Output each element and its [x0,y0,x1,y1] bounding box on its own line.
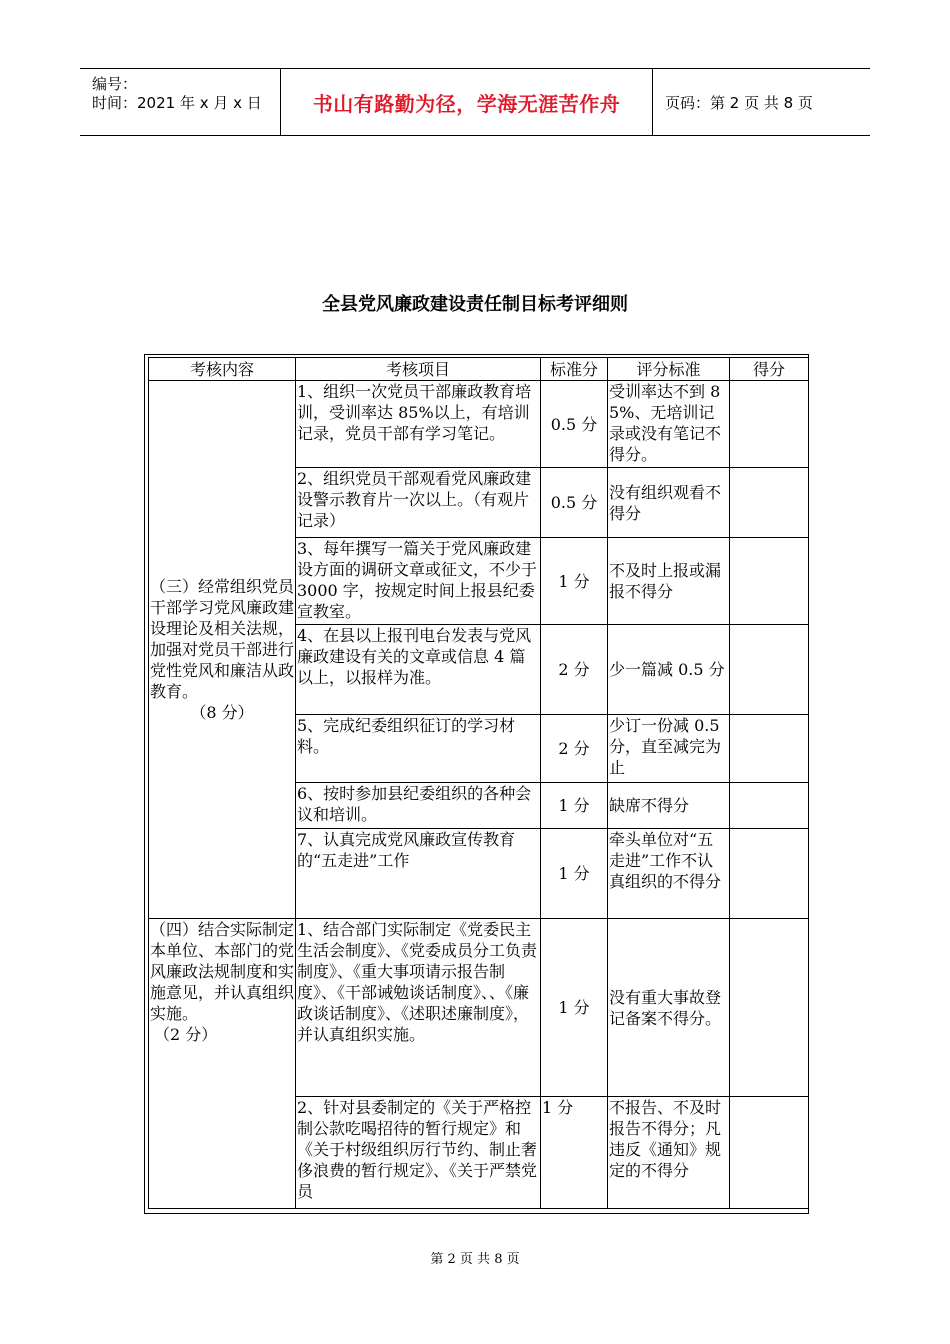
serial-number-label: 编号： [92,75,138,93]
criteria-cell: 没有组织观看不得分 [608,468,730,538]
score-cell: 2 分 [541,715,608,783]
earned-score-cell [730,468,809,538]
page-header [80,68,870,136]
column-header: 考核内容 [149,358,296,381]
column-header: 标准分 [541,358,608,381]
table-header-row [149,358,809,381]
criteria-cell: 少订一份减 0.5 分，直至减完为止 [608,715,730,783]
criteria-cell: 缺席不得分 [608,783,730,829]
item-cell: 2、针对县委制定的《关于严格控制公款吃喝招待的暂行规定》和《关于村级组织厉行节约、制止奢侈浪费的暂行规定》、《关于严禁党员 [296,1097,541,1209]
table-row [149,381,809,468]
score-cell: 1 分 [541,1097,608,1209]
item-cell: 1、组织一次党员干部廉政教育培训，受训率达 85%以上，有培训记录，党员干部有学习笔记。 [296,381,541,468]
criteria-cell: 没有重大事故登记备案不得分。 [608,919,730,1097]
score-cell: 1 分 [541,538,608,625]
earned-score-cell [730,1097,809,1209]
column-header: 得分 [730,358,809,381]
category-cell-section4 [149,919,296,1209]
evaluation-table-frame [144,354,809,1214]
column-header: 考核项目 [296,358,541,381]
category-points: （8 分） [190,703,254,722]
earned-score-cell [730,783,809,829]
evaluation-table [148,357,809,1209]
item-cell: 2、组织党员干部观看党风廉政建设警示教育片一次以上。（有观片记录） [296,468,541,538]
score-cell: 1 分 [541,919,608,1097]
earned-score-cell [730,625,809,715]
earned-score-cell [730,538,809,625]
item-cell: 1、结合部门实际制定《党委民主生活会制度》、《党委成员分工负责制度》、《重大事项请示报告制度》、《干部诫勉谈话制度》、、《廉政谈话制度》、《述职述廉制度》，并认真组织实施。 [296,919,541,1097]
criteria-cell: 牵头单位对“五走进”工作不认真组织的不得分 [608,829,730,919]
earned-score-cell [730,919,809,1097]
date-label: 时间：2021 年 x 月 x 日 [92,94,262,112]
category-text: （四）结合实际制定本单位、本部门的党风廉政法规制度和实施意见，并认真组织实施。 [150,920,295,1023]
header-motto: 书山有路勤为径，学海无涯苦作舟 [312,91,621,116]
criteria-cell: 受训率达不到 85%、无培训记录或没有笔记不得分。 [608,381,730,468]
item-cell: 7、认真完成党风廉政宣传教育的“五走进”工作 [296,829,541,919]
category-text: （三）经常组织党员干部学习党风廉政建设理论及相关法规，加强对党员干部进行党性党风和廉洁从政教育。 [150,577,295,701]
earned-score-cell [730,381,809,468]
criteria-cell: 少一篇减 0.5 分 [608,625,730,715]
item-cell: 3、每年撰写一篇关于党风廉政建设方面的调研文章或征文，不少于 3000 字，按规定时间上报县纪委宣教室。 [296,538,541,625]
header-motto-cell [281,69,653,135]
score-cell: 1 分 [541,783,608,829]
score-cell: 0.5 分 [541,381,608,468]
criteria-cell: 不报告、不及时报告不得分；凡违反《通知》规定的不得分 [608,1097,730,1209]
header-page-number: 页码：第 2 页 共 8 页 [665,93,813,112]
document-title: 全县党风廉政建设责任制目标考评细则 [322,294,628,315]
table-row [149,919,809,1097]
page-footer: 第 2 页 共 8 页 [430,1252,520,1267]
earned-score-cell [730,715,809,783]
score-cell: 1 分 [541,829,608,919]
item-cell: 6、按时参加县纪委组织的各种会议和培训。 [296,783,541,829]
item-cell: 5、完成纪委组织征订的学习材料。 [296,715,541,783]
category-points: （2 分） [154,1025,218,1044]
item-cell: 4、在县以上报刊电台发表与党风廉政建设有关的文章或信息 4 篇以上，以报样为准。 [296,625,541,715]
column-header: 评分标准 [608,358,730,381]
category-cell-section3 [149,381,296,919]
header-meta [80,69,281,135]
score-cell: 2 分 [541,625,608,715]
earned-score-cell [730,829,809,919]
score-cell: 0.5 分 [541,468,608,538]
criteria-cell: 不及时上报或漏报不得分 [608,538,730,625]
